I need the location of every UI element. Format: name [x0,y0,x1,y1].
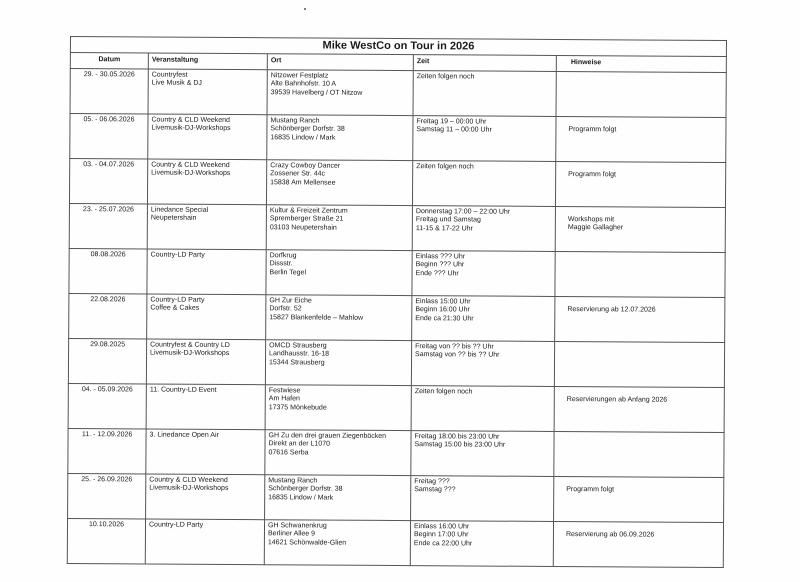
cell-veranstaltung [148,69,267,115]
location-line: Nitzower Festplatz [270,72,329,80]
event-line: 11. Country-LD Event [149,386,217,394]
table-row [68,338,724,387]
time-line: Freitag 19 – 00:00 Uhr [416,118,487,126]
time-line: Samstag 11 – 00:00 Uhr [416,126,492,134]
location-line: Berlin Tegel [269,268,307,277]
cell-hinweise: Reservierungen ab Anfang 2026 [554,386,724,432]
location-line: 16835 Lindow / Mark [268,493,334,502]
cell-zeit [413,116,556,162]
tour-table [67,36,727,568]
table-row [69,248,725,297]
cell-datum: 29.08.2025 [68,338,146,383]
event-line: Livemusik-DJ-Workshops [151,124,231,133]
cell-ort [265,475,411,521]
location-line: 03103 Neupetershain [269,223,337,232]
cell-datum: 08.08.2026 [69,248,147,293]
time-line: Zeiten folgen noch [416,163,474,171]
location-line: Kultur & Freizeit Zentrum [269,207,348,215]
cell-veranstaltung [147,204,266,250]
cell-zeit [412,296,555,342]
cell-ort [266,160,412,206]
location-line: Festwiese [268,387,301,395]
event-line: Coffee & Cakes [150,304,200,313]
tour-body [67,69,726,568]
location-line: Spremberger Straße 21 [269,215,344,223]
cell-veranstaltung [148,114,267,160]
location-line: Am Hafen [268,395,300,403]
time-line: Donnerstag 17:00 – 22:00 Uhr [415,208,511,216]
scan-speck [304,8,306,10]
cell-veranstaltung [147,159,266,205]
table-row [68,383,724,432]
event-line: Livemusik-DJ-Workshops [149,484,229,493]
location-line: Zossener Str. 44c [270,170,326,178]
event-line: Countryfest & Country LD [150,341,230,349]
location-line: Mustang Ranch [270,117,320,125]
cell-ort [265,430,411,476]
table-row [69,159,725,208]
cell-datum: 05. - 06.06.2026 [70,114,148,159]
location-line: Dissstr. [269,260,293,268]
event-line: Country & CLD Weekend [151,161,230,169]
cell-ort [265,340,411,386]
time-line: Samstag ??? [414,486,456,494]
location-line: 15344 Strausberg [268,358,325,367]
table-row [68,428,724,477]
location-line: GH Schwanenkrug [267,522,327,530]
location-line: GH Zur Eiche [269,297,312,305]
cell-hinweise: Reservierung ab 12.07.2026 [555,296,725,342]
cell-zeit [412,251,555,297]
time-line: Samstag von ?? bis ?? Uhr [415,351,500,359]
event-line: 3. Linedance Open Air [149,431,219,439]
location-line: 14621 Schönwalde-Glien [267,538,347,547]
cell-hinweise: Programm folgt [556,116,726,162]
time-line: Freitag von ?? bis ?? Uhr [415,343,494,351]
table-row [68,473,724,522]
cell-datum: 23. - 25.07.2026 [69,203,147,248]
event-line: Country & CLD Weekend [149,476,228,484]
cell-zeit [410,521,553,567]
cell-veranstaltung [146,474,265,520]
time-line: Zeiten folgen noch [414,388,473,396]
time-line: Beginn ??? Uhr [415,261,465,269]
time-line: Einlass 15:00 Uhr [415,298,471,306]
cell-datum: 25. - 26.09.2026 [68,473,146,518]
location-line: GH Zu den drei grauen Ziegenböcken [268,432,387,440]
cell-zeit [413,71,556,117]
time-line: Zeiten folgen noch [416,73,475,81]
location-line: Mustang Ranch [268,477,318,485]
location-line: 17375 Mönkebude [268,403,327,412]
event-line: Country-LD Party [150,296,205,304]
cell-hinweise [556,71,726,117]
cell-hinweise [554,431,724,477]
time-line: Ende ca 22:00 Uhr [413,539,473,548]
time-line: Samstag 15:00 bis 23:00 Uhr [414,441,506,449]
event-line: Live Musik & DJ [151,79,202,88]
cell-zeit [411,476,554,522]
location-line: Alte Bahnhofstr. 10 A [270,80,337,88]
cell-ort [266,250,412,296]
cell-hinweise: Workshops mit Maggie Gallagher [555,206,725,252]
location-line: 16835 Lindow / Mark [270,133,336,142]
time-line: Beginn 16:00 Uhr [415,306,470,314]
cell-veranstaltung [146,339,265,385]
cell-hinweise: Reservierung ab 06.09.2026 [553,521,723,567]
header-veranstaltung: Veranstaltung [148,53,267,70]
location-line: 15827 Blankenfelde – Mahlow [269,313,364,322]
cell-datum: 11. - 12.09.2026 [68,428,146,473]
event-line: Livemusik-DJ-Workshops [150,349,230,358]
event-line: Country-LD Party [150,251,205,259]
cell-hinweise [555,251,725,297]
event-line: Country & CLD Weekend [151,116,230,124]
cell-veranstaltung [147,249,266,295]
cell-hinweise: Programm folgt [554,476,724,522]
cell-ort [264,520,410,566]
cell-zeit [412,161,555,207]
event-line: Neupetershain [150,214,197,223]
cell-datum: 22.08.2026 [69,293,147,338]
location-line: Crazy Cowboy Dancer [270,162,341,170]
event-line: Countryfest [151,71,188,79]
location-line: Landhausstr. 16-18 [269,350,330,358]
cell-zeit [411,386,554,432]
time-line: Einlass ??? Uhr [415,253,466,261]
cell-veranstaltung [145,519,264,565]
location-line: Berliner Allee 9 [267,530,316,538]
location-line: Direkt an der L1070 [268,440,331,448]
event-line: Country-LD Party [148,521,204,529]
location-line: 07616 Serba [268,448,309,457]
location-line: Dorfkrug [269,252,297,260]
table-row [70,114,726,163]
cell-datum: 29. - 30.05.2026 [70,69,148,114]
time-line: Freitag ??? [414,478,450,486]
cell-ort [266,205,412,251]
cell-ort [267,115,413,161]
cell-hinweise: Programm folgt [555,161,725,207]
header-ort: Ort [267,54,413,71]
cell-datum: 04. - 05.09.2026 [68,383,146,428]
cell-ort [267,70,413,116]
cell-veranstaltung [146,384,265,430]
location-line: Dorfstr. 52 [269,305,302,313]
cell-veranstaltung [146,429,265,475]
event-line: Linedance Special [150,206,209,214]
location-line: 39539 Havelberg / OT Nitzow [270,88,363,97]
header-hinweise: Hinweise [556,55,726,72]
time-line: Freitag 18:00 bis 23:00 Uhr [414,433,500,441]
table-row [69,203,725,252]
cell-datum: 10.10.2026 [67,518,145,563]
cell-ort [265,385,411,431]
time-line: Einlass 16:00 Uhr [413,523,470,531]
time-line: 11-15 & 17-22 Uhr [415,224,473,233]
event-line: Livemusik-DJ-Workshops [151,169,231,178]
location-line: OMCD Strausberg [269,342,327,350]
table-row [67,518,723,567]
location-line: Schönberger Dorfstr. 38 [270,125,345,133]
location-line: 15838 Am Mellensee [270,178,336,187]
cell-datum: 03. - 04.07.2026 [69,159,147,204]
table-row [70,69,726,118]
cell-zeit [411,341,554,387]
time-line: Ende ??? Uhr [415,269,459,277]
location-line: Schönberger Dorfstr. 38 [268,485,343,493]
cell-zeit [411,431,554,477]
cell-veranstaltung [147,294,266,340]
cell-ort [266,295,412,341]
time-line: Beginn 17:00 Uhr [413,531,469,539]
time-line: Freitag und Samstag [415,216,481,224]
cell-hinweise [554,341,724,387]
time-line: Ende ca 21:30 Uhr [415,314,474,323]
table-row [69,293,725,342]
cell-zeit [412,206,555,252]
header-zeit: Zeit [413,55,556,72]
page-title: Mike WestCo on Tour in 2026 [70,37,726,57]
header-datum: Datum [70,53,148,69]
